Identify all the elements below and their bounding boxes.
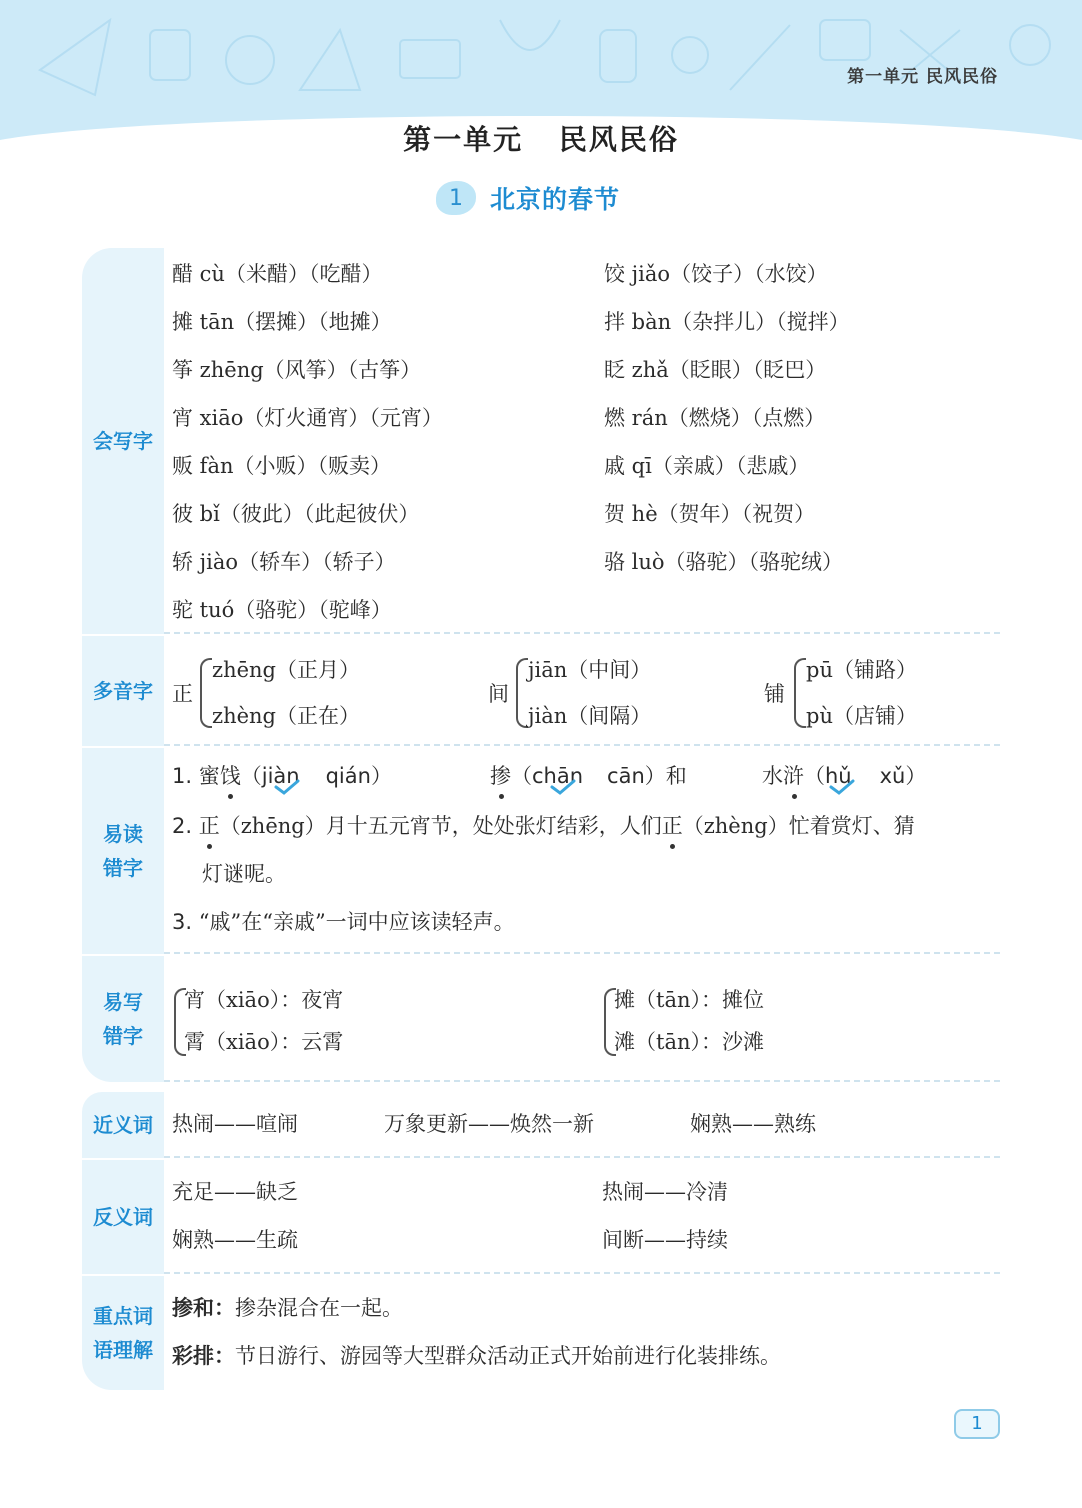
item-number: 2. — [172, 814, 193, 838]
item-1-word-2 — [490, 760, 687, 790]
label-line-2: 错字 — [103, 856, 143, 880]
polyphone-char: 铺 — [764, 682, 785, 706]
paren: （ — [511, 764, 532, 788]
unit-title-number: 第一单元 — [403, 123, 524, 156]
section-label — [82, 956, 164, 1082]
wrong-reading: qián — [325, 764, 371, 788]
section-divider — [164, 632, 1000, 634]
char-entry: 筝 zhēng（风筝）（古筝） — [172, 358, 422, 382]
key-term-2 — [172, 1340, 781, 1370]
lesson-title: 北京的春节 — [490, 185, 621, 214]
char-entry: 眨 zhǎ（眨眼）（眨巴） — [604, 358, 827, 382]
lesson-heading — [436, 178, 620, 218]
section-jinyici — [82, 1092, 1000, 1158]
section-divider — [164, 744, 1000, 746]
char-entry: 饺 jiǎo（饺子）（水饺） — [604, 262, 828, 286]
unit-title-theme: 民风民俗 — [558, 123, 679, 156]
label-line-1: 易写 — [103, 990, 143, 1014]
polyphone-reading: zhèng（正在） — [212, 704, 360, 728]
check-icon — [550, 778, 576, 796]
label-line-2: 错字 — [103, 1024, 143, 1048]
paren: ） — [370, 764, 392, 788]
wrong-reading: xǔ — [879, 764, 906, 788]
sentence-text: （zhèng）忙着赏灯、猜 — [682, 814, 915, 838]
sentence-text: （zhēng）月十五元宵节，处处张灯结彩，人们 — [219, 814, 662, 838]
synonym-pair: 娴熟——熟练 — [690, 1112, 816, 1136]
item-3 — [172, 906, 515, 936]
char-pair-entry: 霄（xiāo）：云霄 — [184, 1030, 344, 1054]
item-1 — [172, 760, 392, 790]
char-entry: 燃 rán（燃烧）（点燃） — [604, 406, 826, 430]
char-entry: 彼 bǐ（彼此）（此起彼伏） — [172, 502, 420, 526]
paren: ）和 — [644, 764, 687, 788]
char-pair-entry: 滩（tān）：沙滩 — [614, 1030, 764, 1054]
item-1-word-3 — [762, 760, 926, 790]
brace — [516, 658, 528, 728]
item-2-continued: 灯谜呢。 — [202, 862, 286, 886]
item-2 — [172, 810, 915, 840]
paren: （ — [240, 764, 262, 788]
correct-reading — [825, 764, 852, 788]
char-entry: 驼 tuó（骆驼）（驼峰） — [172, 598, 392, 622]
polyphone-char: 正 — [172, 682, 193, 706]
polyphone-reading: jiān（中间） — [528, 658, 652, 682]
lesson-number-badge: 1 — [436, 181, 476, 215]
correct-reading-text: jiàn — [261, 764, 300, 788]
polyphone-reading: jiàn（间隔） — [528, 704, 652, 728]
antonym-pair: 间断——持续 — [602, 1228, 728, 1252]
antonym-pair: 娴熟——生疏 — [172, 1228, 298, 1252]
section-fanyici — [82, 1160, 1000, 1274]
char-entry: 戚 qī（亲戚）（悲戚） — [604, 454, 810, 478]
paren: （ — [804, 764, 825, 788]
emphasis-char: 掺 — [490, 760, 511, 790]
check-icon — [829, 778, 855, 796]
section-divider — [164, 952, 1000, 954]
section-yixiecuozi — [82, 956, 1000, 1082]
section-label: 多音字 — [82, 636, 164, 746]
section-divider — [164, 1156, 1000, 1158]
section-label — [82, 748, 164, 954]
label-line-1: 易读 — [103, 822, 143, 846]
wrong-reading: cān — [607, 764, 645, 788]
synonym-pair: 热闹——喧闹 — [172, 1112, 298, 1136]
section-label: 近义词 — [82, 1092, 164, 1158]
brace — [200, 658, 212, 728]
brace — [794, 658, 806, 728]
emphasis-char: 正 — [199, 810, 220, 840]
section-divider — [164, 1272, 1000, 1274]
label-line-1: 重点词 — [93, 1304, 153, 1328]
running-head: 第一单元 民风民俗 — [847, 67, 998, 87]
char-entry: 宵 xiāo（灯火通宵）（元宵） — [172, 406, 443, 430]
polyphone-reading: pù（店铺） — [806, 704, 917, 728]
antonym-pair: 充足——缺乏 — [172, 1180, 298, 1204]
section-label: 会写字 — [82, 248, 164, 634]
char-pair-entry: 宵（xiāo）：夜宵 — [184, 988, 344, 1012]
section-duoyinzi — [82, 636, 1000, 746]
char-entry: 拌 bàn（杂拌儿）（搅拌） — [604, 310, 850, 334]
section-zhongdian — [82, 1276, 1000, 1390]
char-entry: 摊 tān（摆摊）（地摊） — [172, 310, 392, 334]
correct-reading — [262, 764, 300, 788]
correct-reading-text: hǔ — [825, 764, 852, 788]
section-huixiezi — [82, 248, 1000, 634]
key-term-1 — [172, 1292, 403, 1322]
key-term-definition: 掺杂混合在一起。 — [235, 1296, 403, 1320]
char-entry: 贺 hè（贺年）（祝贺） — [604, 502, 816, 526]
page-number: 1 — [954, 1409, 1000, 1439]
check-icon — [274, 778, 300, 796]
char-entry: 醋 cù（米醋）（吃醋） — [172, 262, 383, 286]
section-yiducuozi — [82, 748, 1000, 954]
key-term-definition: 节日游行、游园等大型群众活动正式开始前进行化装排练。 — [235, 1344, 781, 1368]
section-divider — [164, 1080, 1000, 1082]
word-char: 水 — [762, 764, 783, 788]
emphasis-char: 浒 — [783, 760, 804, 790]
item-number: 3. — [172, 910, 193, 934]
item-number: 1. — [172, 764, 193, 788]
char-entry: 贩 fàn（小贩）（贩卖） — [172, 454, 391, 478]
key-term: 彩排： — [172, 1343, 235, 1368]
char-pair-entry: 摊（tān）：摊位 — [614, 988, 764, 1012]
char-entry: 骆 luò（骆驼）（骆驼绒） — [604, 550, 844, 574]
section-label: 反义词 — [82, 1160, 164, 1274]
char-entry: 轿 jiào（轿车）（轿子） — [172, 550, 396, 574]
correct-reading-text: chān — [532, 764, 584, 788]
synonym-pair: 万象更新——焕然一新 — [384, 1112, 594, 1136]
polyphone-reading: zhēng（正月） — [212, 658, 360, 682]
sentence-text: “戚”在“亲戚”一词中应该读轻声。 — [198, 910, 515, 934]
emphasis-char: 饯 — [220, 760, 241, 790]
key-term: 掺和： — [172, 1295, 235, 1320]
paren: ） — [905, 764, 927, 788]
emphasis-char: 正 — [662, 810, 683, 840]
unit-title — [0, 118, 1082, 158]
polyphone-char: 间 — [488, 682, 509, 706]
antonym-pair: 热闹——冷清 — [602, 1180, 728, 1204]
polyphone-reading: pū（铺路） — [806, 658, 917, 682]
correct-reading — [532, 764, 583, 788]
section-label — [82, 1276, 164, 1390]
label-line-2: 语理解 — [93, 1338, 153, 1362]
word-char: 蜜 — [198, 764, 220, 788]
